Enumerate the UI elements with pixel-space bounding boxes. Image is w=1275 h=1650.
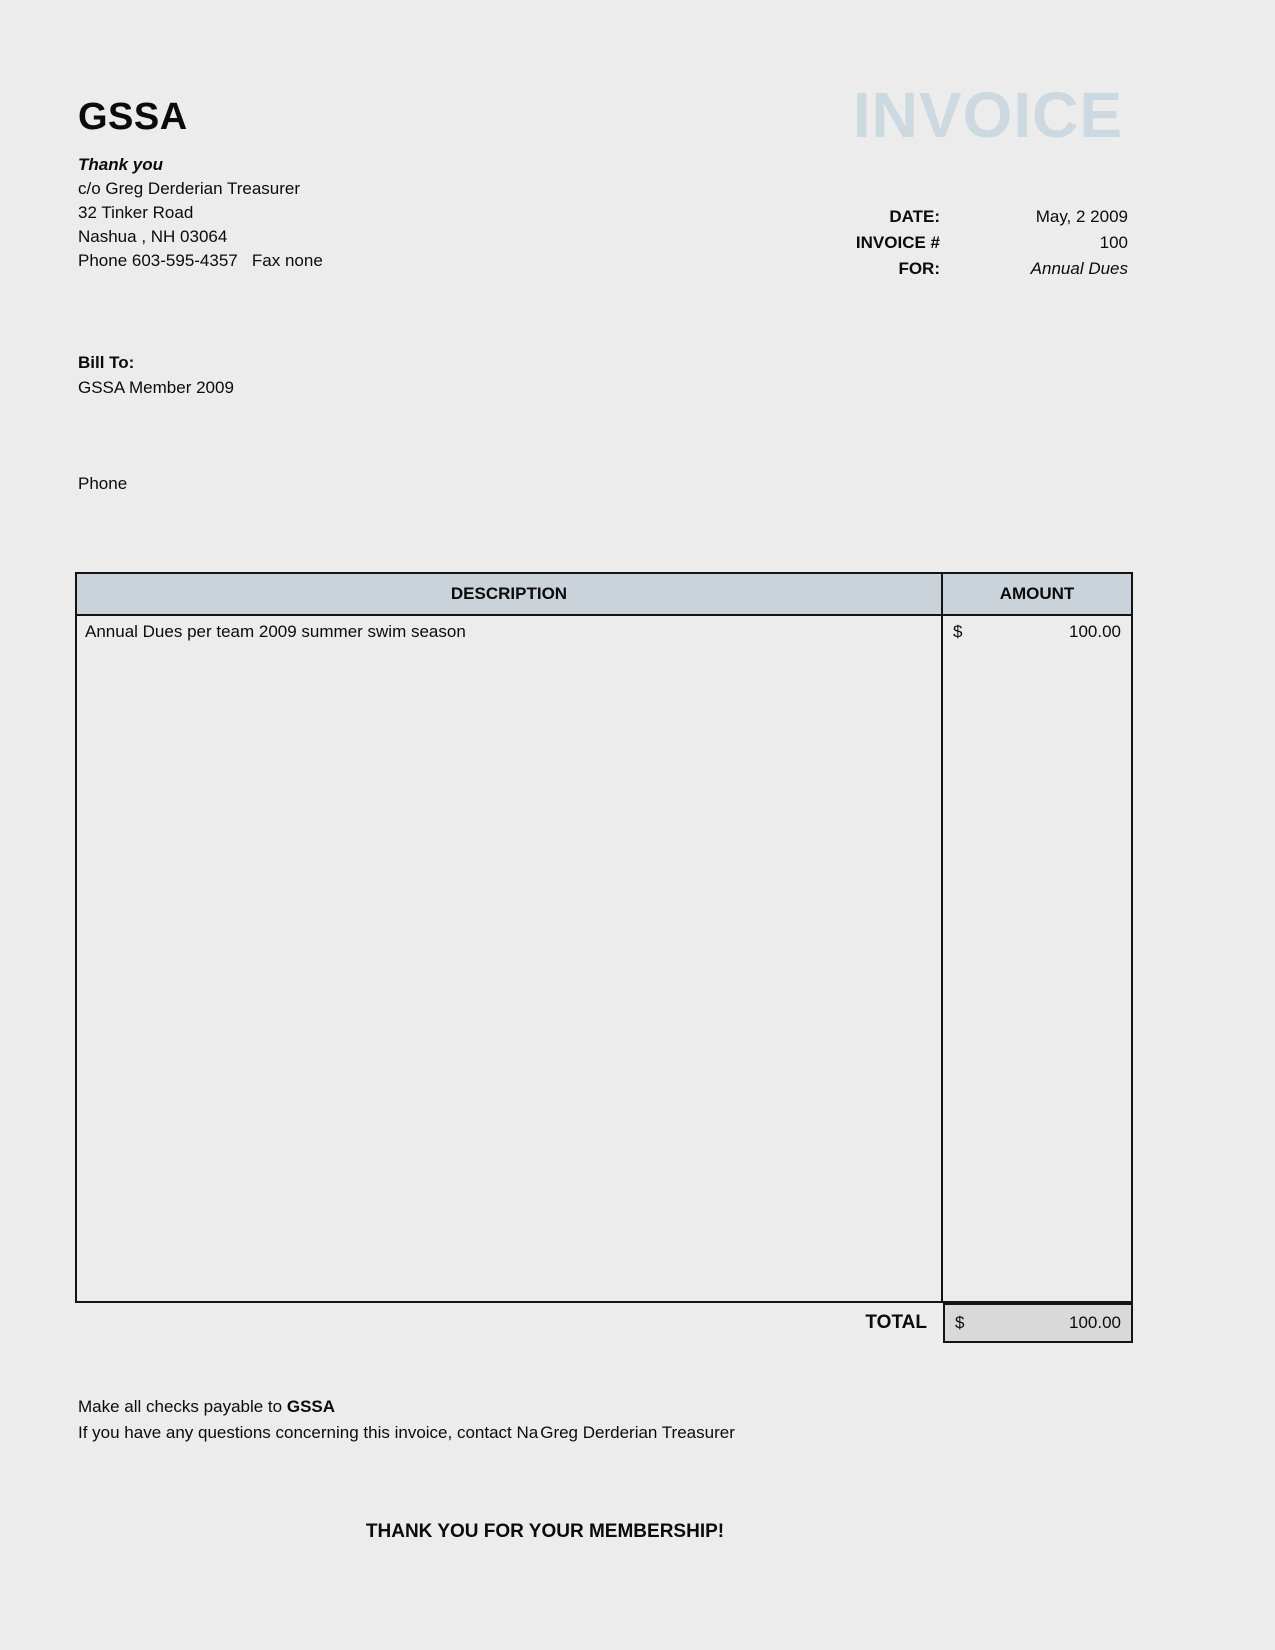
date-value: May, 2 2009 [1035,207,1128,226]
bill-to-name: GSSA Member 2009 [78,378,234,397]
thank-you-message: THANK YOU FOR YOUR MEMBERSHIP! [365,1521,725,1542]
company-tagline: Thank you [78,155,164,174]
line-item-amount: 100.00 [1069,622,1121,641]
invoice-number-label: INVOICE # [855,233,940,252]
bill-to-phone-label: Phone [78,474,128,493]
bill-to-label: Bill To: [78,353,135,372]
date-label: DATE: [889,207,940,226]
description-column-header: DESCRIPTION [77,574,943,614]
company-address-line2: 32 Tinker Road [78,203,194,222]
checks-payable-prefix: Make all checks payable to [78,1397,287,1416]
invoice-meta-block [700,204,1128,282]
amount-column-header: AMOUNT [999,584,1075,603]
for-value: Annual Dues [1030,259,1128,278]
table-header-row [77,574,1131,616]
for-label: FOR: [898,259,940,278]
total-label: TOTAL [865,1312,927,1333]
line-item-amount-cell [943,616,1131,1301]
bill-to-block [78,350,234,400]
company-name: GSSA [78,96,188,138]
meta-row-for [700,256,1128,282]
questions-line [78,1420,735,1446]
table-row [77,616,1131,1301]
meta-row-date [700,204,1128,230]
company-address-block [78,153,323,273]
checks-payee: GSSA [286,1397,336,1416]
company-phone-fax: Phone 603-595-4357 Fax none [78,251,323,270]
checks-payable-line [78,1394,735,1420]
contact-name: Greg Derderian Treasurer [540,1423,735,1442]
total-amount: 100.00 [1069,1313,1121,1332]
currency-symbol: $ [953,622,963,641]
company-address-line1: c/o Greg Derderian Treasurer [78,179,301,198]
line-items-table [75,572,1133,1303]
total-amount-cell [943,1303,1133,1343]
line-item-description: Annual Dues per team 2009 summer swim season [77,616,943,1301]
company-address-line3: Nashua , NH 03064 [78,227,228,246]
invoice-number-value: 100 [1099,233,1128,252]
footer-notes [78,1394,735,1446]
total-row [75,1303,1133,1343]
meta-row-invoice-number [700,230,1128,256]
questions-text: If you have any questions concerning this invoice, contact Na [78,1423,539,1442]
currency-symbol: $ [955,1313,965,1332]
invoice-title: INVOICE [852,79,1123,151]
